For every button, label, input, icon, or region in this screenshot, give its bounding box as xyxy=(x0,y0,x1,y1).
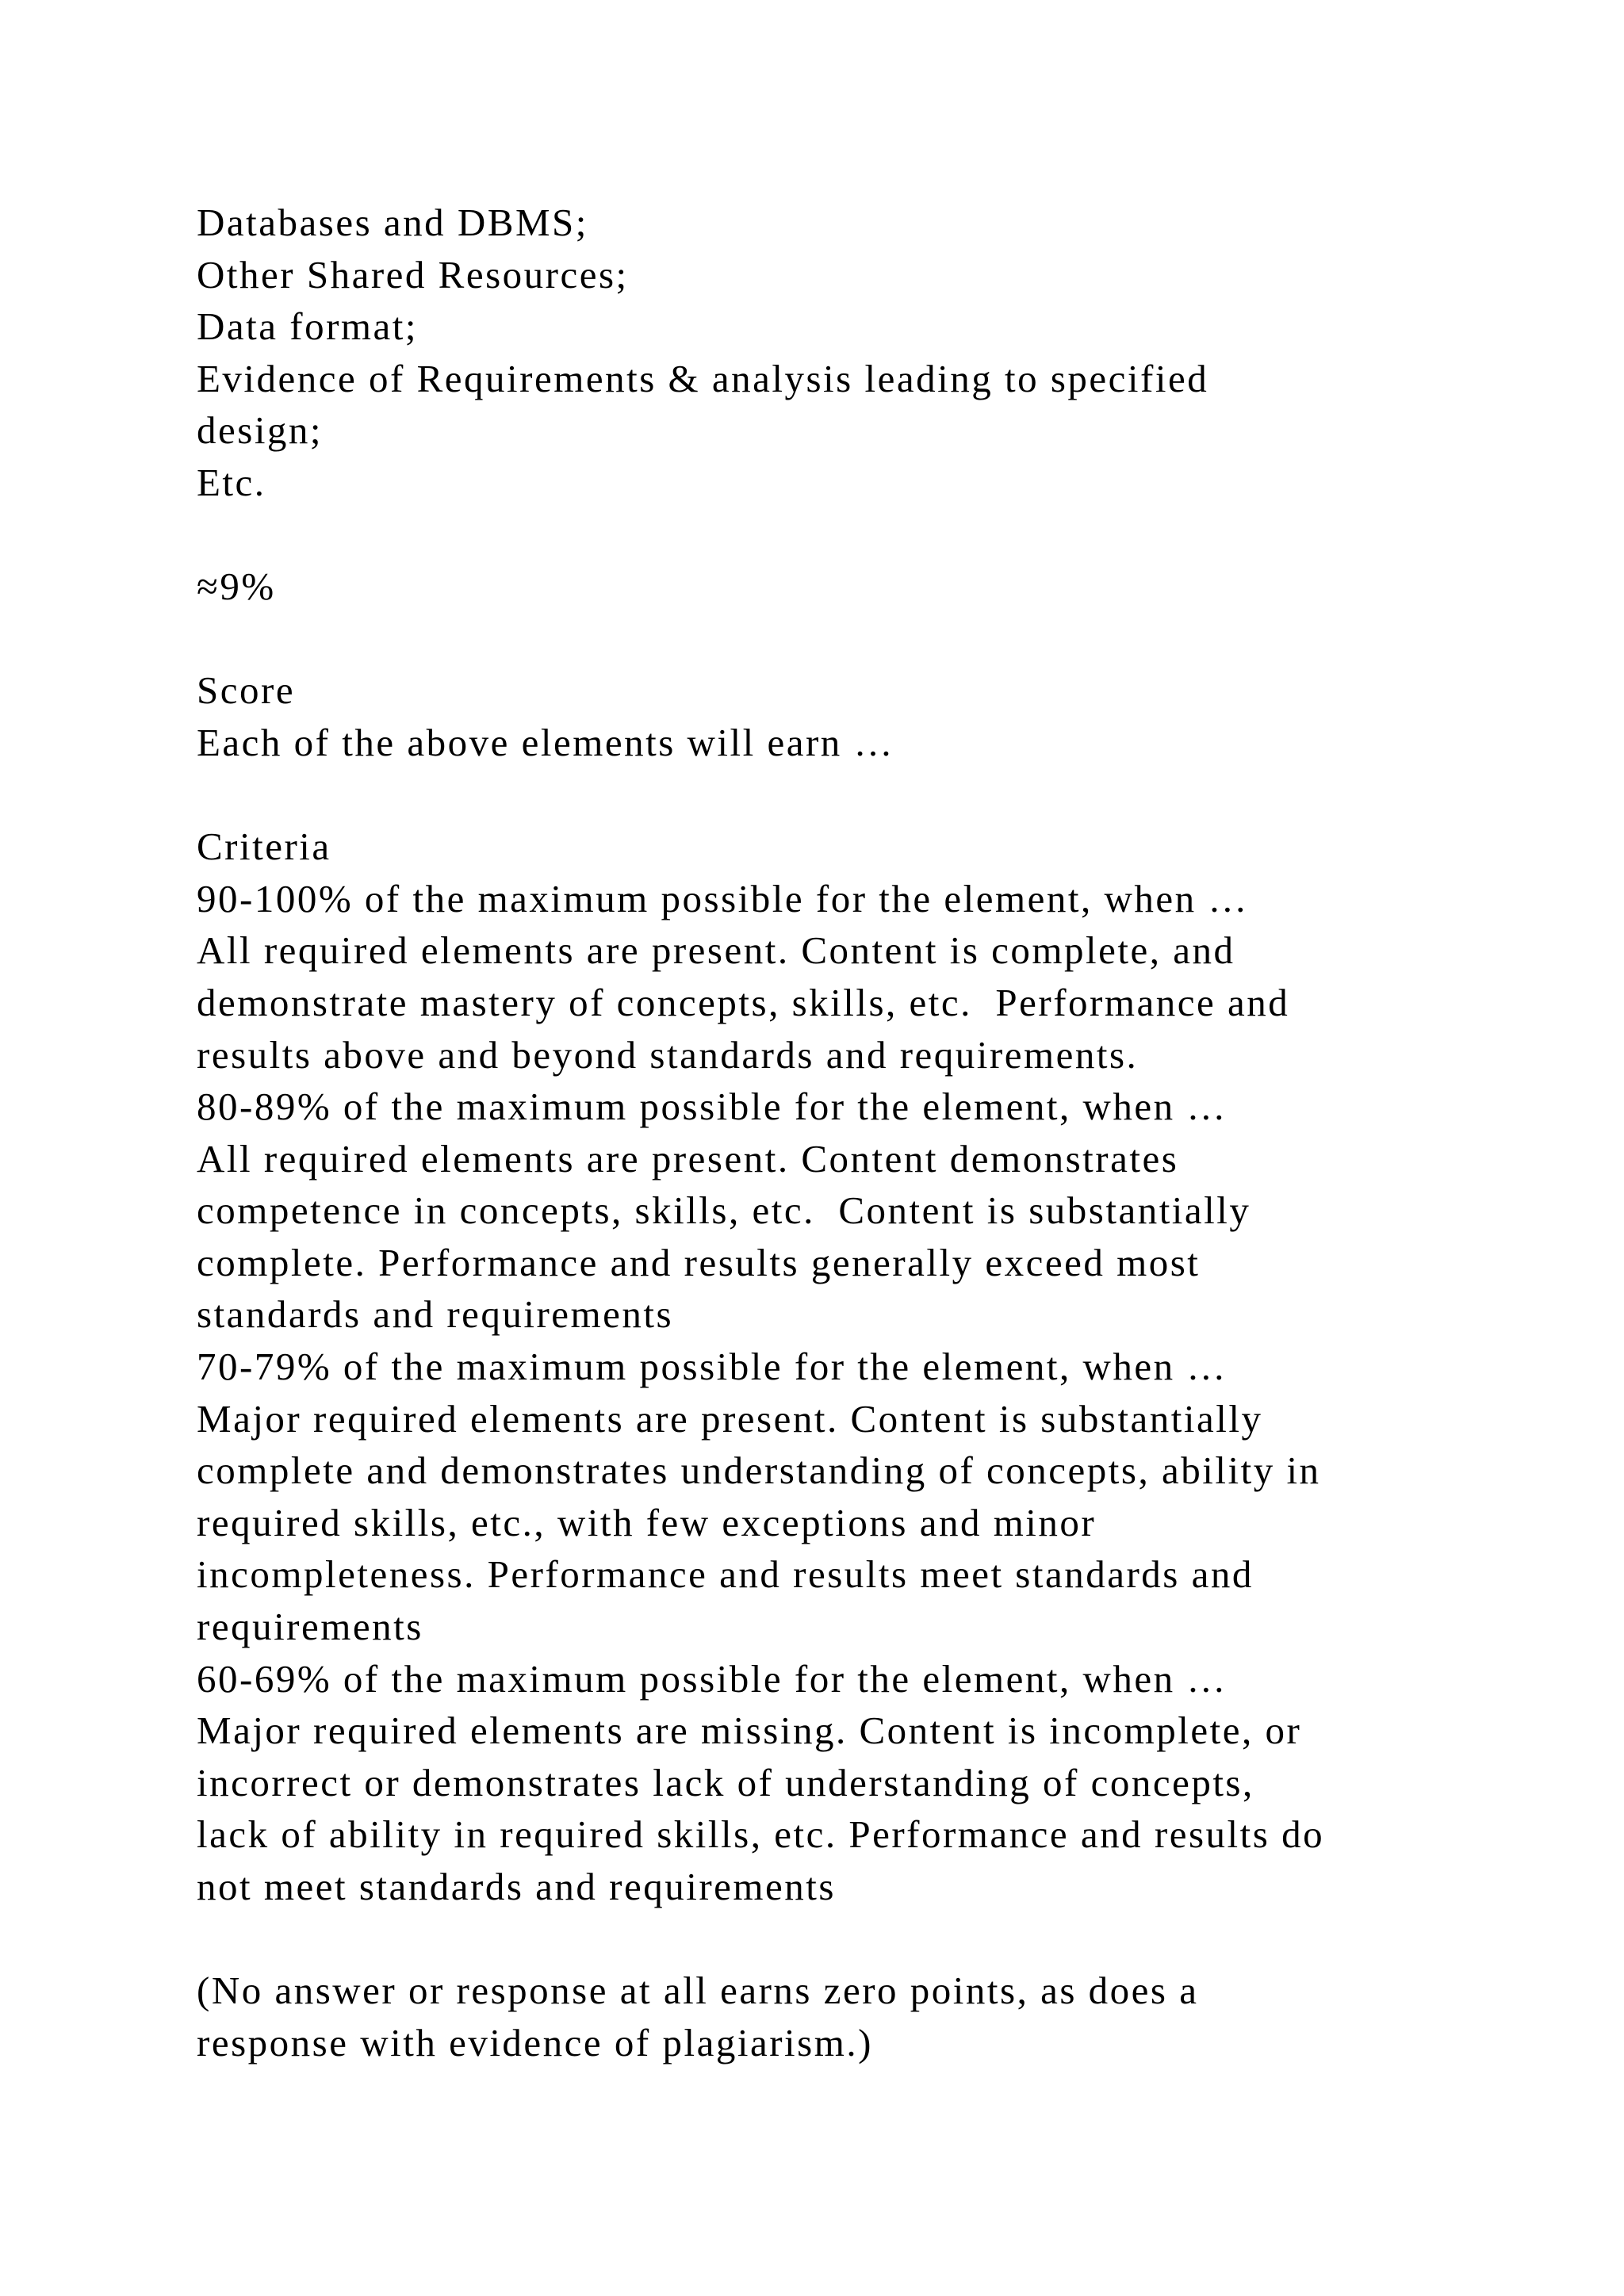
criteria-description-line: demonstrate mastery of concepts, skills, etc. Performance and xyxy=(197,980,1290,1024)
criteria-description-line: required skills, etc., with few exceptions and minor xyxy=(197,1500,1097,1544)
criteria-description-line: incorrect or demonstrates lack of understanding of concepts, xyxy=(197,1760,1254,1804)
criteria-description-line: Major required elements are present. Content is substantially xyxy=(197,1396,1263,1441)
score-text: Each of the above elements will earn … xyxy=(197,720,895,764)
list-item: Databases and DBMS; xyxy=(197,201,588,244)
criteria-description-line: requirements xyxy=(197,1605,423,1649)
criteria-range: 70-79% of the maximum possible for the element, when … xyxy=(197,1345,1228,1389)
document-page xyxy=(197,197,1465,2068)
criteria-range: 60-69% of the maximum possible for the element, when … xyxy=(197,1656,1228,1701)
blank-line xyxy=(197,509,1465,561)
blank-line xyxy=(197,1913,1465,1965)
criteria-description-line: results above and beyond standards and requirements. xyxy=(197,1032,1139,1077)
criteria-description-line: All required elements are present. Content is complete, and xyxy=(197,928,1235,973)
criteria-description-line: standards and requirements xyxy=(197,1292,674,1337)
criteria-description-line: complete. Performance and results generally exceed most xyxy=(197,1240,1201,1284)
criteria-description-line: All required elements are present. Content demonstrates xyxy=(197,1136,1179,1181)
list-item: Evidence of Requirements & analysis leading to specified xyxy=(197,356,1209,400)
note-line: response with evidence of plagiarism.) xyxy=(197,2020,873,2064)
criteria-description-line: incompleteness. Performance and results meet standards and xyxy=(197,1552,1254,1597)
list-item: Etc. xyxy=(197,460,266,504)
score-heading: Score xyxy=(197,668,296,713)
criteria-description-line: not meet standards and requirements xyxy=(197,1865,836,1908)
criteria-range: 90-100% of the maximum possible for the element, when … xyxy=(197,876,1249,920)
weight-percentage: ≈9% xyxy=(197,564,276,609)
criteria-description-line: lack of ability in required skills, etc. Performance and results do xyxy=(197,1812,1325,1857)
blank-line xyxy=(197,769,1465,821)
list-item: Data format; xyxy=(197,304,418,349)
criteria-description-line: competence in concepts, skills, etc. Content is substantially xyxy=(197,1188,1251,1233)
blank-line xyxy=(197,613,1465,665)
criteria-heading: Criteria xyxy=(197,825,331,869)
list-item-continuation: design; xyxy=(197,408,324,453)
criteria-range: 80-89% of the maximum possible for the element, when … xyxy=(197,1085,1228,1129)
list-item: Other Shared Resources; xyxy=(197,252,629,297)
note-line: (No answer or response at all earns zero points, as does a xyxy=(197,1969,1199,2013)
criteria-description-line: Major required elements are missing. Content is incomplete, or xyxy=(197,1709,1302,1753)
criteria-description-line: complete and demonstrates understanding of concepts, ability in xyxy=(197,1448,1321,1493)
